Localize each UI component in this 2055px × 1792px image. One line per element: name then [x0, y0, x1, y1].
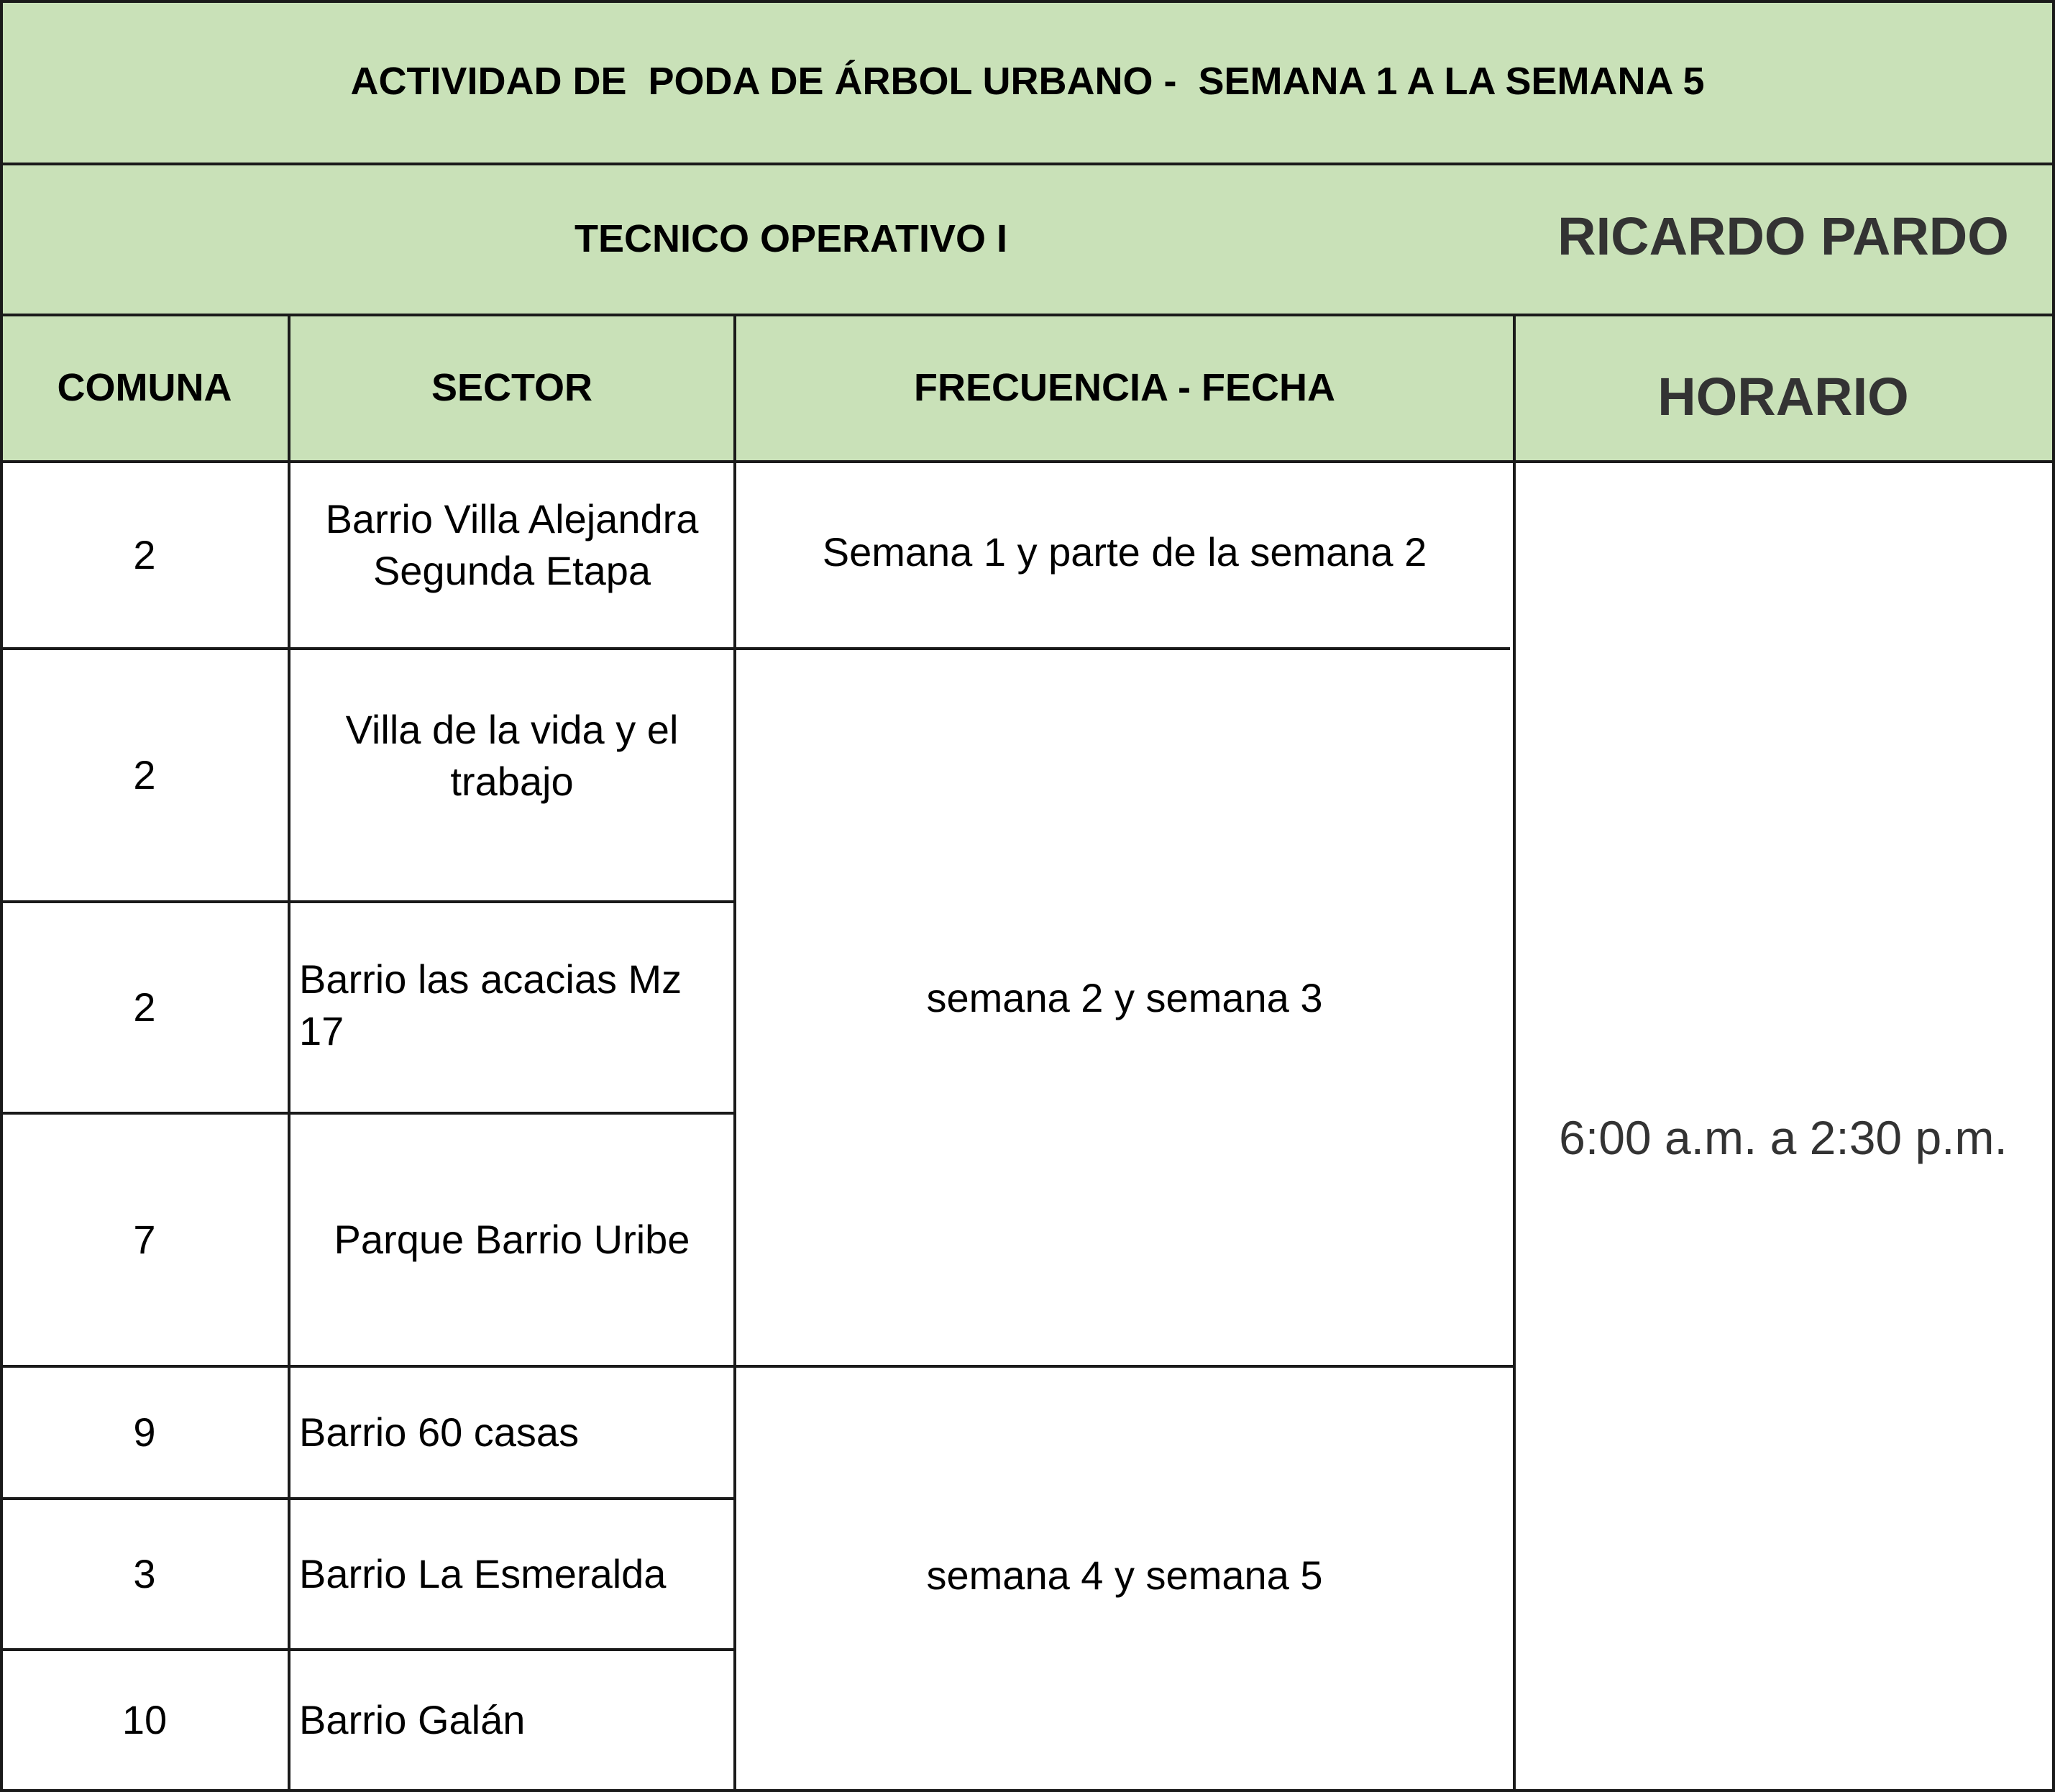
frecuencia-cell: semana 2 y semana 3	[926, 975, 1323, 1021]
comuna-cell: 9	[133, 1409, 156, 1455]
comuna-cell: 3	[133, 1551, 156, 1597]
grid-line	[0, 314, 2055, 316]
frecuencia-cell: Semana 1 y parte de la semana 2	[822, 529, 1427, 575]
sector-cell: Barrio Villa Alejandra Segunda Etapa	[325, 496, 699, 593]
person-name: RICARDO PARDO	[1557, 206, 2009, 266]
comuna-cell: 2	[133, 532, 156, 578]
grid-line	[2052, 0, 2055, 1792]
grid-line	[0, 0, 3, 1792]
column-header-comuna: COMUNA	[57, 366, 232, 410]
column-header-sector: SECTOR	[431, 366, 593, 410]
comuna-cell: 10	[122, 1697, 168, 1743]
sector-cell: Barrio Galán	[299, 1697, 526, 1743]
grid-line	[0, 1112, 735, 1115]
comuna-cell: 7	[133, 1217, 156, 1263]
comuna-cell: 2	[133, 752, 156, 798]
grid-line	[0, 163, 2055, 165]
grid-line	[733, 315, 736, 1792]
grid-line	[0, 1497, 735, 1500]
sector-cell: Barrio 60 casas	[299, 1409, 580, 1455]
grid-line	[0, 0, 2055, 3]
column-header-frecuencia: FRECUENCIA - FECHA	[914, 366, 1335, 410]
grid-line	[0, 1648, 735, 1651]
sector-cell: Villa de la vida y el trabajo	[345, 707, 679, 804]
sector-cell: Parque Barrio Uribe	[334, 1217, 690, 1263]
column-header-horario: HORARIO	[1657, 366, 1909, 426]
grid-line	[288, 315, 290, 1792]
grid-line	[0, 900, 735, 903]
grid-line	[0, 647, 1510, 650]
grid-line	[0, 1365, 1514, 1368]
grid-line	[0, 460, 2055, 463]
horario-cell: 6:00 a.m. a 2:30 p.m.	[1559, 1110, 2008, 1164]
table-title: ACTIVIDAD DE PODA DE ÁRBOL URBANO - SEMANA 1 A LA SEMANA 5	[350, 60, 1705, 104]
sector-cell: Barrio las acacias Mz 17	[299, 956, 682, 1053]
grid-line	[1513, 315, 1516, 1792]
role-label: TECNICO OPERATIVO I	[574, 217, 1008, 261]
grid-line	[0, 1789, 2055, 1792]
comuna-cell: 2	[133, 984, 156, 1030]
sector-cell: Barrio La Esmeralda	[299, 1551, 667, 1597]
frecuencia-cell: semana 4 y semana 5	[926, 1553, 1323, 1599]
